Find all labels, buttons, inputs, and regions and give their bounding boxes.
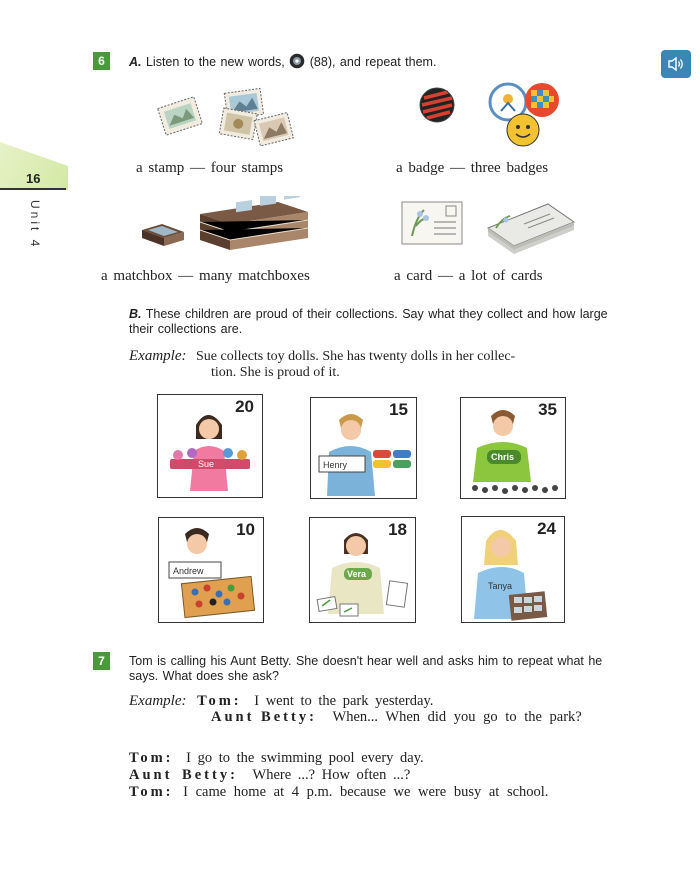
child-picture-henry	[310, 397, 417, 499]
child-picture-sue	[157, 394, 263, 498]
part-a-label: A.	[129, 55, 142, 69]
child-picture-andrew	[158, 517, 264, 623]
name-tag: Chris	[491, 452, 515, 462]
speaker-icon	[667, 56, 685, 72]
speaker-name: Aunt Betty:	[129, 767, 238, 783]
dialog-line: I came home at 4 p.m. because we were busy at school.	[183, 784, 549, 800]
speaker-name: Tom:	[129, 750, 174, 766]
page-number-rule	[0, 188, 66, 190]
part-a-text: Listen to the new words,	[145, 55, 285, 69]
cd-icon[interactable]	[289, 53, 305, 69]
dialog-line: When... When did you go to the park?	[332, 709, 582, 725]
example-text-line2: tion. She is proud of it.	[211, 365, 340, 380]
example-label: Example:	[129, 348, 187, 364]
name-tag: Sue	[198, 459, 215, 469]
name-tag: Henry	[323, 460, 348, 470]
child-picture-chris	[460, 397, 566, 499]
matchboxes-illustration	[138, 196, 318, 258]
exercise-6b-example	[129, 348, 614, 381]
example-text-line1: Sue collects toy dolls. She has twenty dolls in her collec-	[195, 349, 516, 364]
exercise-6b-instruction	[129, 307, 611, 337]
badges-illustration	[410, 78, 570, 150]
speaker-name: Tom:	[129, 784, 174, 800]
exercise-6-number: 6	[93, 52, 110, 70]
collection-count: 18	[388, 520, 407, 539]
cards-illustration	[398, 196, 578, 258]
exercise-7-number: 7	[93, 652, 110, 670]
part-a-track: (88), and repeat them.	[309, 55, 437, 69]
speaker-name: Tom:	[197, 693, 242, 709]
exercise-7-instruction: Tom is calling his Aunt Betty. She doesn't hear well and asks him to repeat what he says. What does she ask?	[129, 654, 603, 683]
child-picture-tanya	[461, 516, 565, 623]
caption-stamp: a stamp — four stamps	[136, 160, 284, 176]
collection-count: 15	[389, 400, 408, 419]
child-picture-vera	[309, 517, 416, 623]
example-label: Example:	[129, 693, 187, 709]
collection-count: 20	[235, 397, 254, 416]
dialog-line: I go to the swimming pool every day.	[186, 750, 424, 766]
name-tag: Tanya	[488, 581, 513, 591]
dialog-line: Where ...? How often ...?	[252, 767, 411, 783]
part-b-label: B.	[129, 307, 142, 321]
unit-label: Unit 4	[28, 200, 42, 250]
part-b-text: These children are proud of their collections. Say what they collect and how large their collections are.	[129, 307, 608, 336]
name-tag: Vera	[347, 569, 367, 579]
exercise-7-dialog	[129, 750, 614, 822]
collection-count: 24	[537, 519, 556, 538]
dialog-line: I went to the park yesterday.	[254, 693, 434, 709]
audio-button[interactable]	[661, 50, 691, 78]
exercise-6a-instruction	[129, 53, 436, 70]
collection-count: 35	[538, 400, 557, 419]
caption-card: a card — a lot of cards	[394, 268, 543, 284]
caption-badge: a badge — three badges	[396, 160, 549, 176]
exercise-7-example	[129, 693, 614, 743]
collection-count: 10	[236, 520, 255, 539]
name-tag: Andrew	[173, 566, 204, 576]
caption-matchbox: a matchbox — many matchboxes	[101, 268, 310, 284]
stamps-illustration	[155, 86, 295, 148]
page-number: 16	[26, 171, 41, 186]
speaker-name: Aunt Betty:	[211, 709, 317, 725]
